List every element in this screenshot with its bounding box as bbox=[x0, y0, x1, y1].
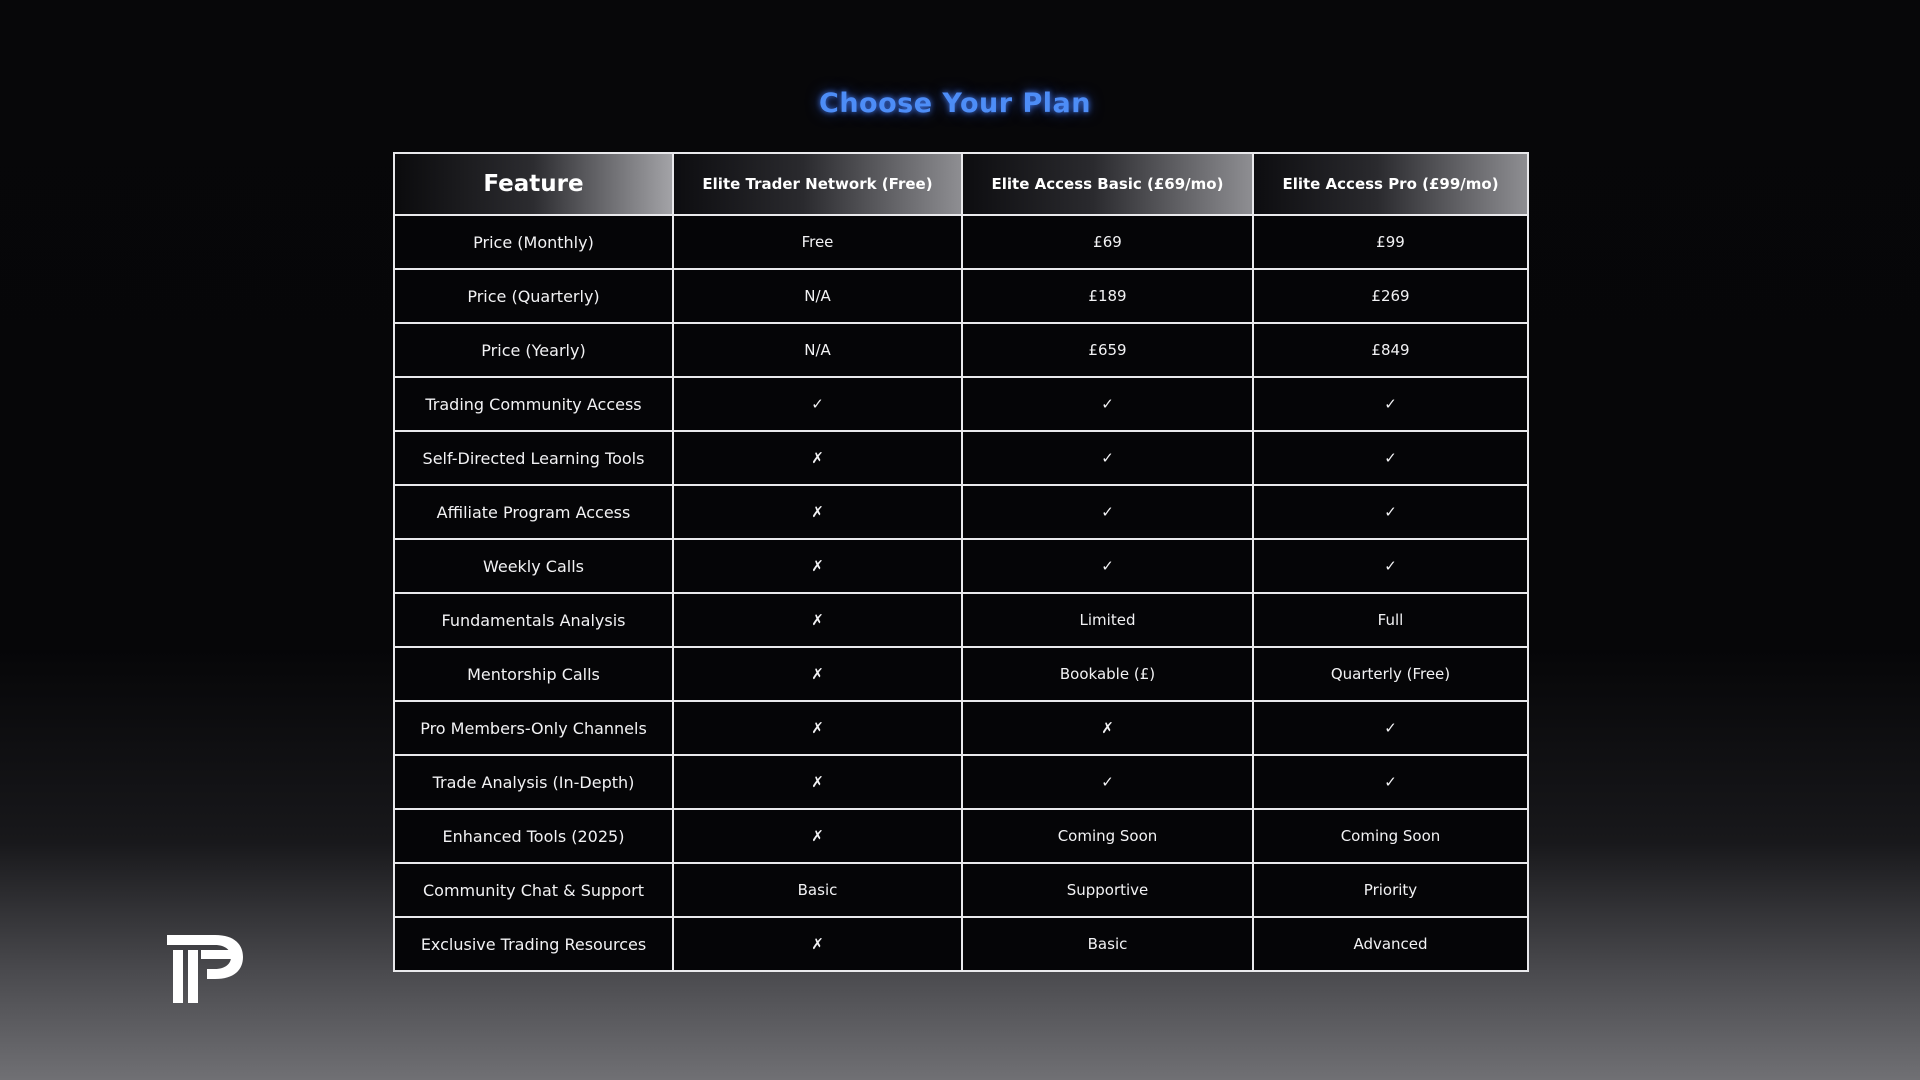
table-row bbox=[394, 593, 1528, 647]
feature-name: Mentorship Calls bbox=[394, 647, 673, 701]
table-row bbox=[394, 269, 1528, 323]
page-title: Choose Your Plan bbox=[819, 88, 1091, 119]
table-row bbox=[394, 809, 1528, 863]
free-plan-value: ✗ bbox=[673, 917, 962, 971]
basic-plan-value: ✓ bbox=[962, 485, 1253, 539]
feature-name: Enhanced Tools (2025) bbox=[394, 809, 673, 863]
pro-plan-value: ✓ bbox=[1253, 431, 1528, 485]
feature-name: Self-Directed Learning Tools bbox=[394, 431, 673, 485]
basic-plan-value: ✓ bbox=[962, 431, 1253, 485]
table-row bbox=[394, 485, 1528, 539]
basic-plan-value: £659 bbox=[962, 323, 1253, 377]
feature-name: Trade Analysis (In-Depth) bbox=[394, 755, 673, 809]
basic-plan-value: ✓ bbox=[962, 539, 1253, 593]
feature-name: Affiliate Program Access bbox=[394, 485, 673, 539]
feature-name: Price (Monthly) bbox=[394, 215, 673, 269]
feature-name: Trading Community Access bbox=[394, 377, 673, 431]
pro-plan-value: Priority bbox=[1253, 863, 1528, 917]
table-row bbox=[394, 647, 1528, 701]
table-row bbox=[394, 539, 1528, 593]
feature-name: Exclusive Trading Resources bbox=[394, 917, 673, 971]
pro-plan-value: ✓ bbox=[1253, 377, 1528, 431]
pro-plan-value: Quarterly (Free) bbox=[1253, 647, 1528, 701]
basic-plan-value: ✓ bbox=[962, 755, 1253, 809]
free-plan-value: ✗ bbox=[673, 755, 962, 809]
plan-comparison-table bbox=[393, 152, 1529, 972]
pro-plan-value: ✓ bbox=[1253, 539, 1528, 593]
free-plan-value: Basic bbox=[673, 863, 962, 917]
pro-plan-value: £849 bbox=[1253, 323, 1528, 377]
feature-name: Price (Quarterly) bbox=[394, 269, 673, 323]
table-row bbox=[394, 917, 1528, 971]
header-plan-free: Elite Trader Network (Free) bbox=[673, 153, 962, 215]
feature-name: Weekly Calls bbox=[394, 539, 673, 593]
header-plan-pro: Elite Access Pro (£99/mo) bbox=[1253, 153, 1528, 215]
free-plan-value: ✗ bbox=[673, 593, 962, 647]
free-plan-value: ✗ bbox=[673, 809, 962, 863]
table-row bbox=[394, 215, 1528, 269]
pro-plan-value: ✓ bbox=[1253, 485, 1528, 539]
feature-name: Price (Yearly) bbox=[394, 323, 673, 377]
free-plan-value: ✗ bbox=[673, 485, 962, 539]
feature-name: Fundamentals Analysis bbox=[394, 593, 673, 647]
table-row bbox=[394, 377, 1528, 431]
free-plan-value: Free bbox=[673, 215, 962, 269]
free-plan-value: ✗ bbox=[673, 431, 962, 485]
free-plan-value: ✗ bbox=[673, 701, 962, 755]
free-plan-value: N/A bbox=[673, 323, 962, 377]
basic-plan-value: Basic bbox=[962, 917, 1253, 971]
pro-plan-value: ✓ bbox=[1253, 755, 1528, 809]
basic-plan-value: £69 bbox=[962, 215, 1253, 269]
basic-plan-value: Supportive bbox=[962, 863, 1253, 917]
basic-plan-value: ✓ bbox=[962, 377, 1253, 431]
free-plan-value: ✗ bbox=[673, 647, 962, 701]
basic-plan-value: ✗ bbox=[962, 701, 1253, 755]
feature-name: Pro Members-Only Channels bbox=[394, 701, 673, 755]
free-plan-value: ✓ bbox=[673, 377, 962, 431]
free-plan-value: ✗ bbox=[673, 539, 962, 593]
basic-plan-value: £189 bbox=[962, 269, 1253, 323]
header-plan-basic: Elite Access Basic (£69/mo) bbox=[962, 153, 1253, 215]
table-row bbox=[394, 755, 1528, 809]
table-row bbox=[394, 863, 1528, 917]
header-feature: Feature bbox=[394, 153, 673, 215]
free-plan-value: N/A bbox=[673, 269, 962, 323]
basic-plan-value: Bookable (£) bbox=[962, 647, 1253, 701]
table-row bbox=[394, 431, 1528, 485]
pro-plan-value: £99 bbox=[1253, 215, 1528, 269]
table-row bbox=[394, 323, 1528, 377]
pro-plan-value: £269 bbox=[1253, 269, 1528, 323]
basic-plan-value: Coming Soon bbox=[962, 809, 1253, 863]
table-row bbox=[394, 701, 1528, 755]
basic-plan-value: Limited bbox=[962, 593, 1253, 647]
pro-plan-value: ✓ bbox=[1253, 701, 1528, 755]
pro-plan-value: Coming Soon bbox=[1253, 809, 1528, 863]
tp-monogram-logo-icon bbox=[165, 933, 245, 1005]
feature-name: Community Chat & Support bbox=[394, 863, 673, 917]
pro-plan-value: Advanced bbox=[1253, 917, 1528, 971]
table-header-row bbox=[394, 153, 1528, 215]
pro-plan-value: Full bbox=[1253, 593, 1528, 647]
